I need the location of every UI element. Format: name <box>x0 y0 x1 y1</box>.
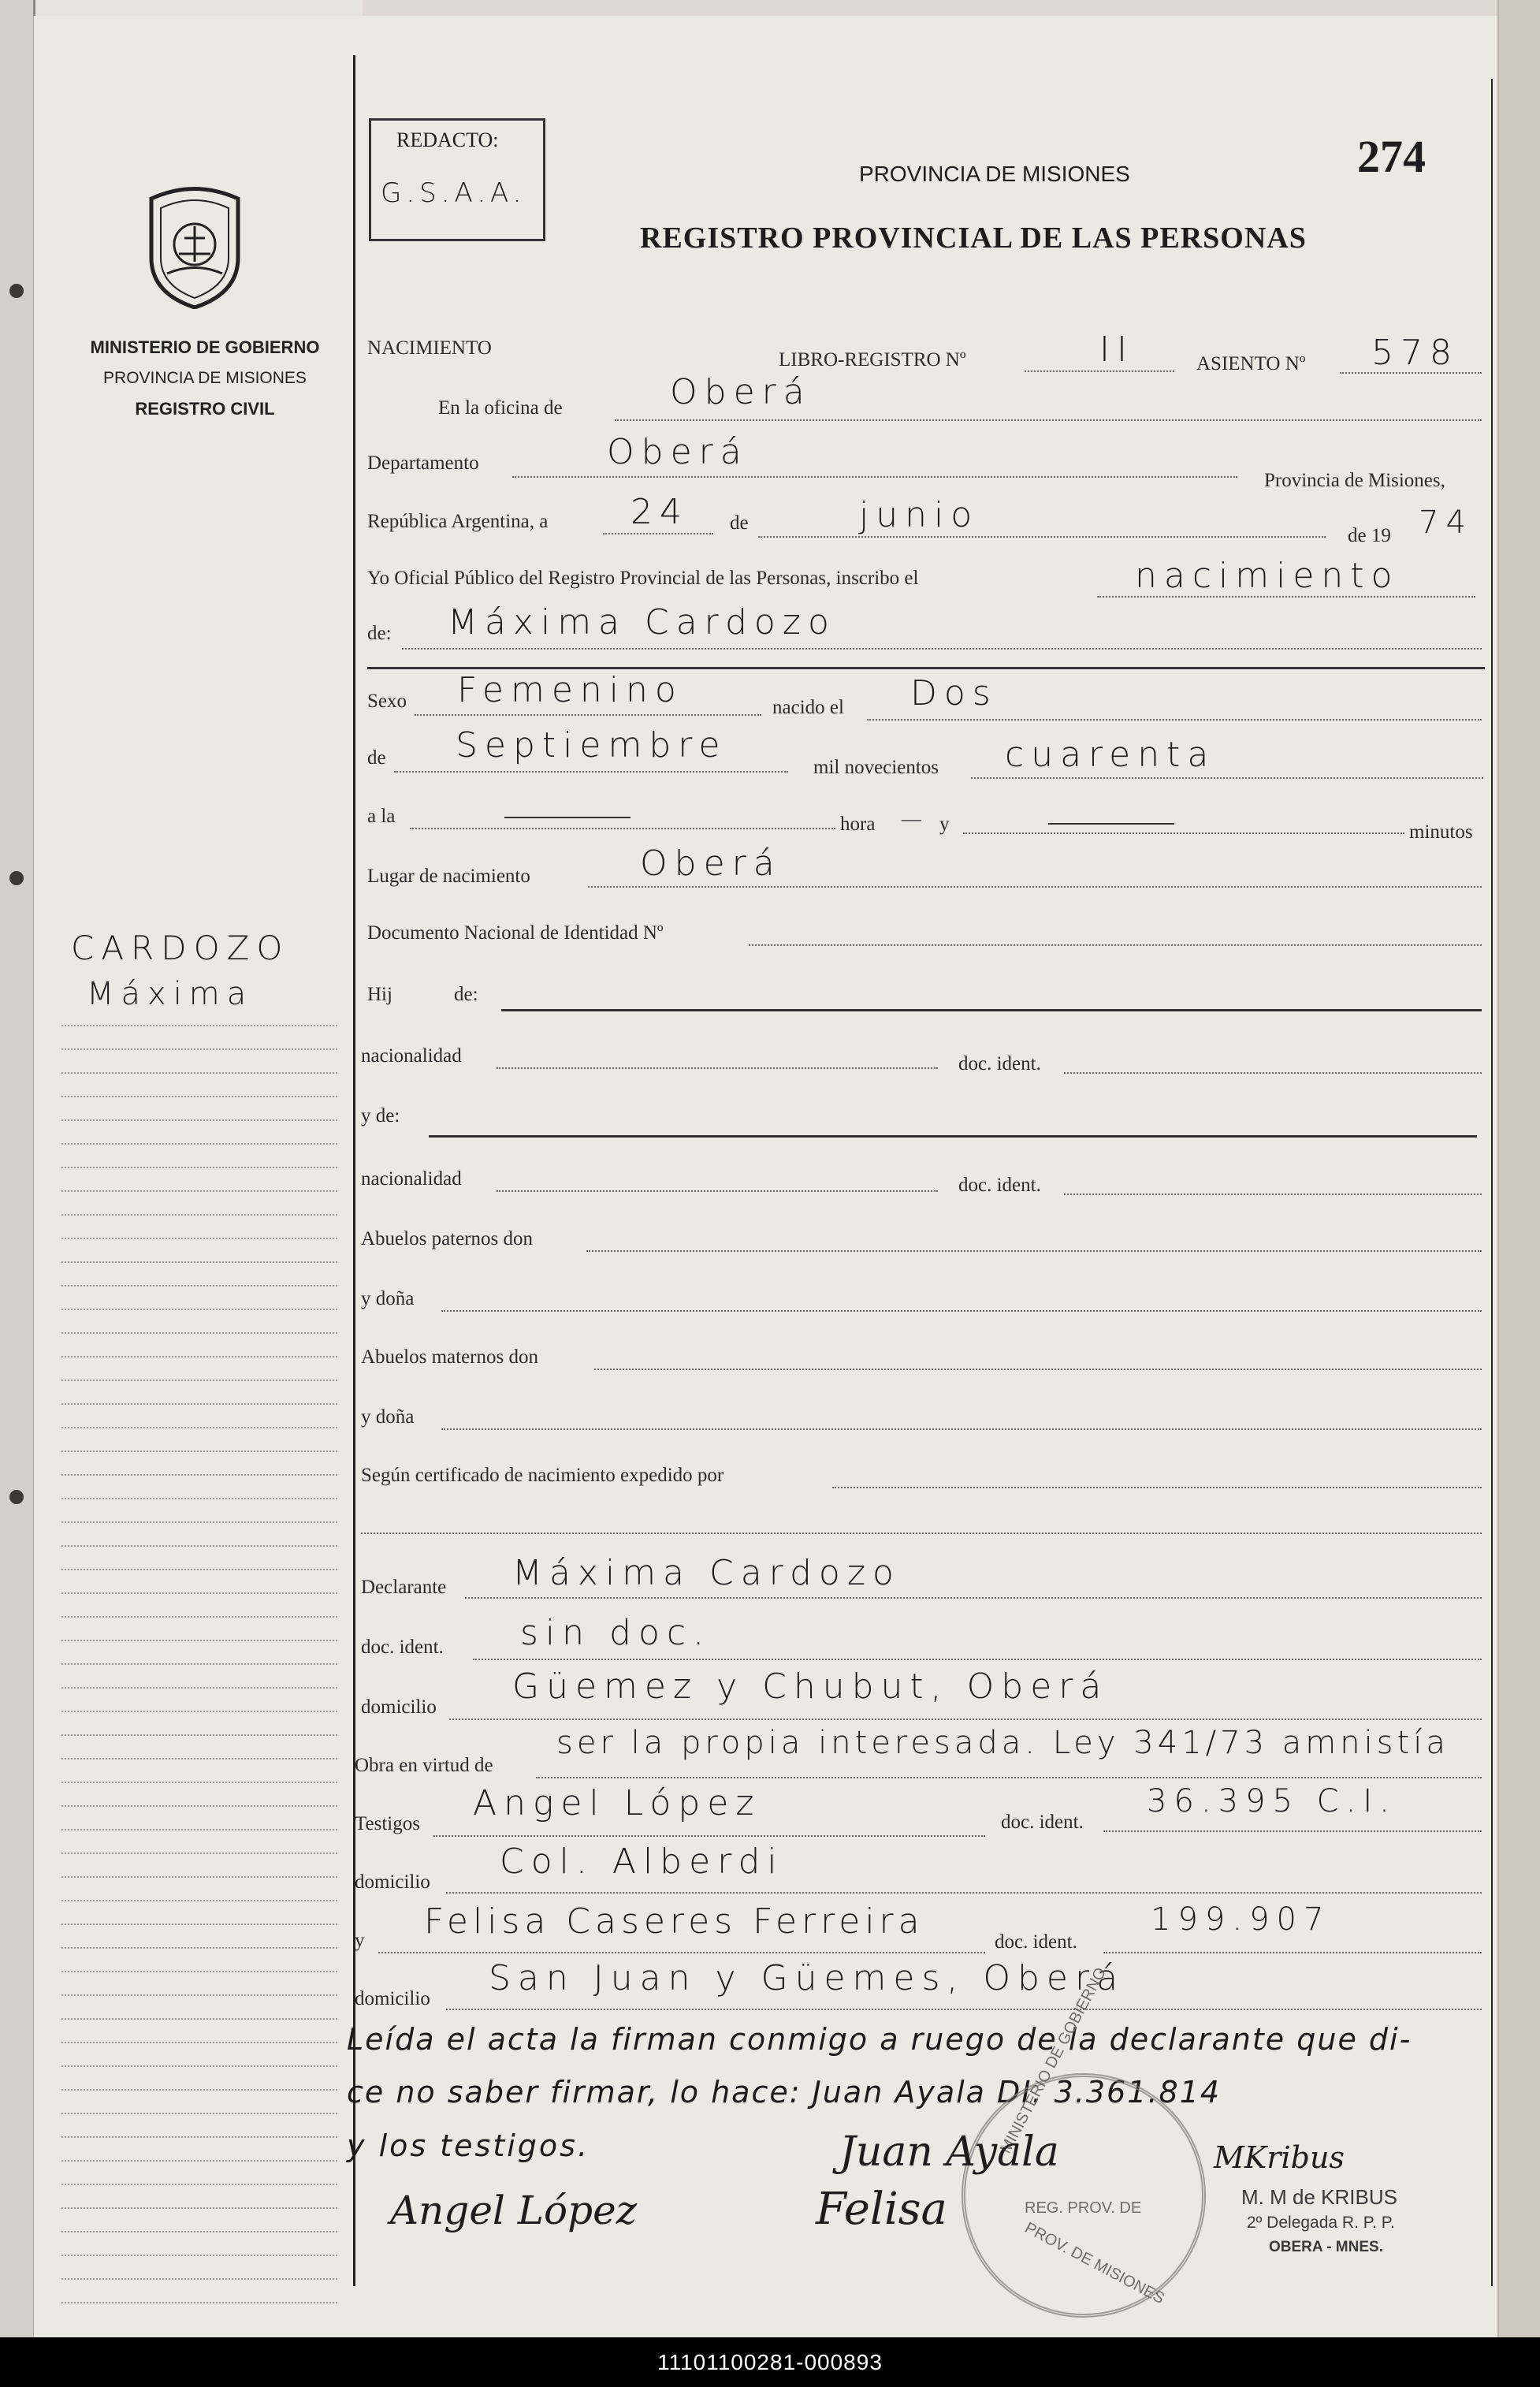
margin-dotted-line <box>61 1758 337 1760</box>
declarante-value: Máxima Cardozo <box>512 1553 901 1593</box>
stamp-text-bottom: PROV. DE MISIONES <box>1021 2219 1167 2308</box>
margin-dotted-line <box>61 1923 337 1925</box>
margin-dotted-line <box>61 1592 337 1594</box>
margin-dotted-line <box>61 1474 337 1476</box>
redacto-value: G.S.A.A. <box>381 177 526 209</box>
margin-dotted-line <box>61 1994 337 1996</box>
margin-dotted-line <box>61 1569 337 1570</box>
doc-ident2-label: doc. ident. <box>958 1175 1041 1196</box>
official-title: 2º Delegada R. P. P. <box>1247 2214 1395 2232</box>
ministry-line1: MINISTERIO DE GOBIERNO <box>90 337 320 357</box>
de2-label: de: <box>367 623 392 644</box>
stamp-text-top: MINISTERIO DE GOBIERNO <box>997 1964 1110 2157</box>
margin-dotted-line <box>61 2302 337 2303</box>
sexo-value: Femenino <box>457 670 683 710</box>
binding-hole <box>9 871 24 885</box>
margin-dotted-line <box>61 1829 337 1830</box>
margin-dotted-line <box>61 1332 337 1334</box>
y2-label: y <box>355 1930 365 1951</box>
binding-hole <box>9 1490 24 1504</box>
abuelos-paternos-label: Abuelos paternos don <box>361 1228 534 1249</box>
margin-dotted-line <box>61 2113 337 2114</box>
libro-label: LIBRO-REGISTRO Nº <box>779 349 966 371</box>
ala-label: a la <box>367 806 396 827</box>
margin-dotted-line <box>61 1309 337 1310</box>
testigo1-doc: 36.395 C.I. <box>1147 1783 1397 1819</box>
departamento-value: Oberá <box>607 432 749 472</box>
margin-dotted-line <box>61 1853 337 1854</box>
de3-label: de <box>367 747 386 769</box>
margin-dotted-line <box>61 1190 337 1192</box>
testigo2-doc: 199.907 <box>1151 1901 1331 1938</box>
registry-title: REGISTRO PROVINCIAL DE LAS PERSONAS <box>640 222 1307 255</box>
margin-dotted-line <box>61 2018 337 2020</box>
ministry-line3: REGISTRO CIVIL <box>135 399 275 419</box>
sexo-label: Sexo <box>367 691 407 712</box>
margin-dotted-line <box>61 1119 337 1121</box>
margin-dotted-line <box>61 1261 337 1263</box>
margin-given-name: Máxima <box>87 976 254 1012</box>
nacido-label: nacido el <box>772 697 844 718</box>
margin-dotted-line <box>61 1947 337 1949</box>
yo-label: Yo Oficial Público del Registro Provincial de las Personas, inscribo el <box>367 568 919 589</box>
oficina-value: Oberá <box>670 372 812 412</box>
domicilio-value: Güemez y Chubut, Oberá <box>512 1666 1109 1707</box>
nacionalidad2-label: nacionalidad <box>361 1168 462 1190</box>
official-name: M. M de KRIBUS <box>1241 2185 1397 2209</box>
margin-dotted-line <box>61 1545 337 1547</box>
page-number: 274 <box>1357 131 1426 182</box>
margin-dotted-line <box>61 1640 337 1641</box>
margin-dotted-line <box>61 2089 337 2091</box>
lugar-value: Oberá <box>640 843 782 884</box>
anio-label: de 19 <box>1348 525 1391 546</box>
doc-ident3-label: doc. ident. <box>361 1637 444 1658</box>
margin-dotted-line <box>61 2231 337 2232</box>
mes-nac-value: Septiembre <box>456 725 727 765</box>
obra-label: Obra en virtud de <box>355 1755 493 1776</box>
margin-dotted-line <box>61 1900 337 1901</box>
signature-official: MKribus <box>1214 2140 1345 2175</box>
provincia-label: Provincia de Misiones, <box>1264 470 1445 491</box>
ministry-seal <box>143 183 246 309</box>
margin-dotted-line <box>61 1734 337 1736</box>
y-dona-label: y doña <box>361 1288 415 1309</box>
margin-dotted-line <box>61 2184 337 2185</box>
margin-dotted-line <box>61 1285 337 1287</box>
doc-ident-label: doc. ident. <box>958 1053 1041 1074</box>
declarante-label: Declarante <box>361 1577 447 1598</box>
lugar-label: Lugar de nacimiento <box>367 866 530 887</box>
minutos-label: minutos <box>1409 821 1473 843</box>
margin-dotted-line <box>61 2042 337 2043</box>
abuelos-maternos-label: Abuelos maternos don <box>361 1346 538 1368</box>
margin-dotted-line <box>61 2255 337 2256</box>
nacionalidad-label: nacionalidad <box>361 1045 462 1067</box>
margin-dotted-line <box>61 1238 337 1239</box>
margin-dotted-line <box>61 1971 337 1972</box>
testigo2-domicilio: San Juan y Güemes, Oberá <box>489 1958 1125 1998</box>
signature-juan-ayala: Juan Ayala <box>839 2128 1059 2176</box>
margin-dotted-line <box>61 2160 337 2162</box>
de-label: de <box>730 512 749 534</box>
redacto-box <box>369 118 545 241</box>
libro-value: II <box>1099 330 1134 370</box>
domicilio2-label: domicilio <box>355 1871 430 1893</box>
inscribo-value: nacimiento <box>1135 556 1400 596</box>
nota-line3: y los testigos. <box>347 2128 590 2163</box>
margin-dotted-line <box>61 1403 337 1405</box>
margin-surname: CARDOZO <box>71 929 290 967</box>
doc-ident4-label: doc. ident. <box>1001 1812 1084 1833</box>
nombre-value: Máxima Cardozo <box>448 602 836 642</box>
signature-angel-lopez: Angel López <box>390 2188 638 2233</box>
nota-line1: Leída el acta la firman conmigo a ruego de la declarante que di- <box>347 2022 1412 2057</box>
signature-felisa: Felisa <box>816 2184 947 2235</box>
margin-dotted-line <box>61 1616 337 1618</box>
margin-dotted-line <box>61 2065 337 2067</box>
asiento-value: 578 <box>1371 333 1459 373</box>
margin-dotted-line <box>61 2136 337 2138</box>
margin-dotted-line <box>61 1427 337 1428</box>
departamento-label: Departamento <box>367 452 479 474</box>
domicilio3-label: domicilio <box>355 1988 430 2009</box>
margin-dotted-line <box>61 1143 337 1145</box>
margin-dotted-line <box>61 1356 337 1357</box>
margin-dotted-line <box>61 1072 337 1074</box>
page-edge <box>1497 0 1540 2337</box>
margin-dotted-line <box>61 1782 337 1783</box>
stamp-text-mid: REG. PROV. DE <box>1025 2199 1142 2217</box>
hij-label: Hij <box>367 984 392 1005</box>
official-stamp <box>962 2073 1206 2318</box>
margin-dotted-line <box>61 1498 337 1499</box>
margin-dotted-line <box>61 1380 337 1381</box>
margin-dotted-line <box>61 1167 337 1168</box>
testigo2-value: Felisa Caseres Ferreira <box>424 1901 924 1942</box>
margin-dotted-line <box>61 1687 337 1689</box>
nacimiento-label: NACIMIENTO <box>367 337 492 359</box>
oficina-label: En la oficina de <box>438 397 563 419</box>
yde-label: y de: <box>361 1105 400 1126</box>
anio-nac-value: cuarenta <box>1005 735 1216 775</box>
nacido-value: Dos <box>910 673 998 713</box>
margin-dotted-line <box>61 1663 337 1665</box>
redacto-label: REDACTO: <box>396 128 499 151</box>
doc-ident5-label: doc. ident. <box>995 1931 1077 1953</box>
binding-edge <box>0 0 35 2337</box>
margin-dotted-line <box>61 1711 337 1712</box>
dni-label: Documento Nacional de Identidad Nº <box>367 922 664 944</box>
margin-dotted-line <box>61 2278 337 2280</box>
doc-ident-value: sin doc. <box>520 1613 712 1653</box>
asiento-label: ASIENTO Nº <box>1196 353 1306 374</box>
margin-dotted-line <box>61 2207 337 2209</box>
mes-value: junio <box>859 495 980 535</box>
anio-value: 74 <box>1419 505 1473 541</box>
y-dona2-label: y doña <box>361 1406 415 1428</box>
hora-value: — <box>902 809 921 830</box>
nota-line2: ce no saber firmar, lo hace: Juan Ayala DI. 3.361.814 <box>347 2075 1222 2110</box>
margin-dotted-line <box>61 1048 337 1050</box>
official-place: OBERA - MNES. <box>1269 2239 1383 2255</box>
de4-label: de: <box>454 984 478 1005</box>
archive-id-footer: 11101100281-000893 <box>0 2337 1540 2387</box>
testigo1-domicilio: Col. Alberdi <box>500 1841 784 1882</box>
margin-dotted-line <box>61 1521 337 1523</box>
margin-dotted-line <box>61 1805 337 1807</box>
margin-dotted-line <box>61 1876 337 1878</box>
right-rule <box>1491 79 1493 2286</box>
republica-label: República Argentina, a <box>367 511 549 532</box>
hora-label: hora <box>840 814 876 835</box>
binding-hole <box>9 284 24 298</box>
testigos-label: Testigos <box>355 1813 420 1834</box>
testigo1-value: Angel López <box>473 1783 761 1823</box>
segun-label: Según certificado de nacimiento expedido por <box>361 1465 724 1486</box>
margin-dotted-line <box>61 1450 337 1452</box>
margin-dotted-line <box>61 1214 337 1216</box>
y-label: y <box>939 814 950 835</box>
province-heading: PROVINCIA DE MISIONES <box>859 162 1130 186</box>
ministry-line2: PROVINCIA DE MISIONES <box>103 369 307 387</box>
domicilio-label: domicilio <box>361 1696 437 1718</box>
margin-dotted-line <box>61 1025 337 1026</box>
mil-label: mil novecientos <box>813 757 939 778</box>
obra-value: ser la propia interesada. Ley 341/73 amnistía <box>556 1725 1449 1761</box>
margin-dotted-line <box>61 1096 337 1097</box>
dia-value: 24 <box>631 492 689 532</box>
